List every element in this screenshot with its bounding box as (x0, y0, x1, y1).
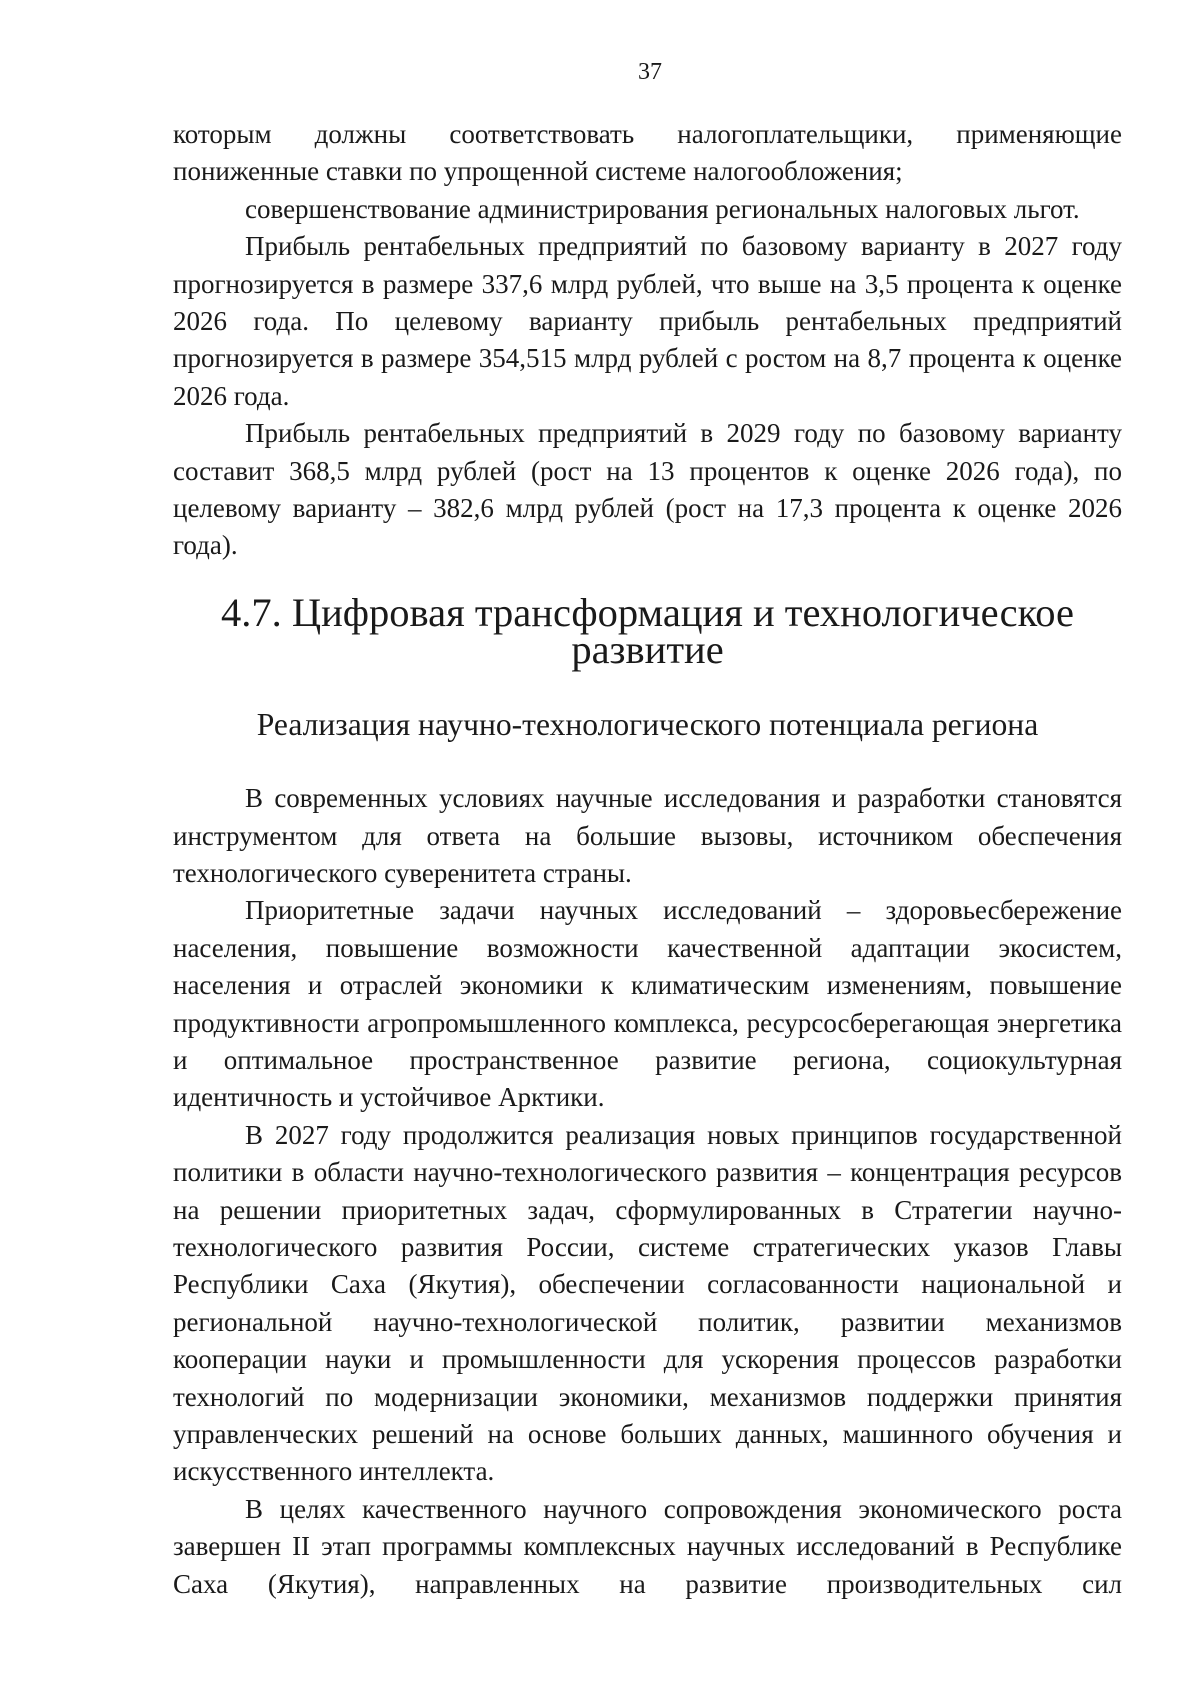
document-body (173, 116, 1122, 1603)
paragraph-profit-2029: Прибыль рентабельных предприятий в 2029 году по базовому варианту составит 368,5 млрд рублей (рост на 13 процентов к оценке 2026 года), по целевому варианту – 382,6 млрд рублей (рост на 17,3 процента к оценке 2026 года). (173, 418, 1122, 561)
paragraph-research-program: В целях качественного научного сопровождения экономического роста завершен II этап программы комплексных научных исследований в Республике Саха (Якутия), направленных на развитие производительных сил (173, 1493, 1122, 1599)
subsection-heading: Реализация научно-технологического потенциала региона (256, 706, 1039, 742)
paragraph-tax-administration: совершенствование администрирования региональных налоговых льгот. (245, 193, 1080, 224)
section-heading: 4.7. Цифровая трансформация и технологическое развитие (221, 589, 1074, 673)
paragraph-profit-2027: Прибыль рентабельных предприятий по базовому варианту в 2027 году прогнозируется в размере 337,6 млрд рублей, что выше на 3,5 процента к оценке 2026 года. По целевому варианту прибыль рентабельных предприятий прогнозируется в размере 354,515 млрд рублей с ростом на 8,7 процента к оценке 2026 года. (173, 231, 1122, 411)
paragraph-policy-2027: В 2027 году продолжится реализация новых принципов государственной политики в области научно-технологического развития – концентрация ресурсов на решении приоритетных задач, сформулированных в Стратегии научно-технологического развития России, системе стратегических указов Главы Республики Саха (Якутия), обеспечении согласованности национальной и региональной научно-технологической политик, развитии механизмов кооперации науки и промышленности для ускорения процессов разработки технологий по модернизации экономики, механизмов поддержки принятия управленческих решений на основе больших данных, машинного обучения и искусственного интеллекта. (173, 1119, 1122, 1487)
page-number: 37 (638, 59, 662, 85)
paragraph-research-priorities: Приоритетные задачи научных исследований – здоровьесбережение населения, повышение возможности качественной адаптации экосистем, населения и отраслей экономики к климатическим изменениям, повышение продуктивности агропромышленного комплекса, ресурсосберегающая энергетика и оптимальное пространственное развитие региона, социокультурная идентичность и устойчивое Арктики. (173, 895, 1122, 1113)
paragraph-research-context: В современных условиях научные исследования и разработки становятся инструментом для ответа на большие вызовы, источником обеспечения технологического суверенитета страны. (173, 783, 1122, 888)
paragraph-tax-continuation: которым должны соответствовать налогоплательщики, применяющие пониженные ставки по упрощенной системе налогообложения; (173, 119, 1122, 187)
